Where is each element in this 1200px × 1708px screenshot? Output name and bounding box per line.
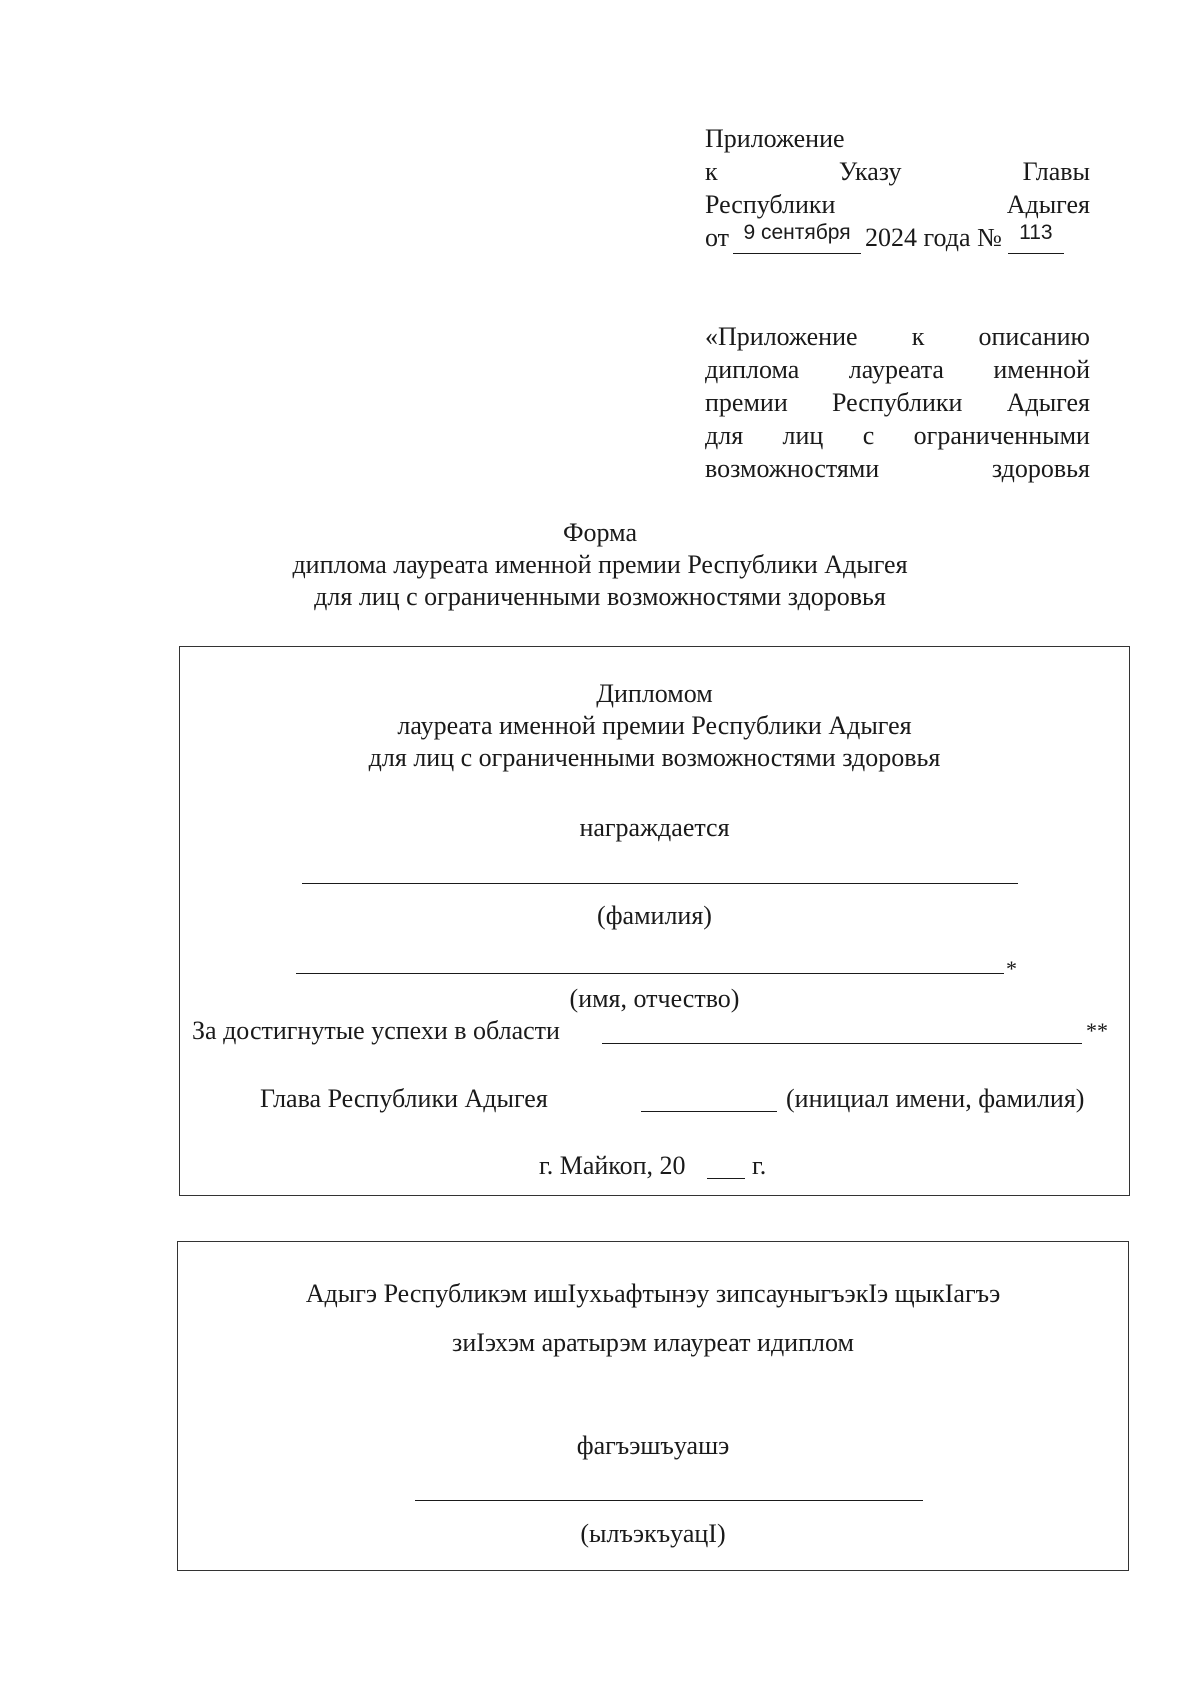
appendix-line-1: Приложение <box>705 124 845 153</box>
adyghe-surname-caption: (ылъэкъуацI) <box>580 1519 726 1548</box>
surname-line <box>302 883 1018 884</box>
surname-caption: (фамилия) <box>597 901 712 930</box>
appendix-line-4: от 9 сентября 2024 года № 113 <box>705 221 1090 254</box>
name-footnote-mark: * <box>1006 956 1017 981</box>
city-suffix: г. <box>752 1151 767 1180</box>
decree-date: 9 сентября <box>733 221 861 254</box>
appendix-header <box>705 122 1090 254</box>
appendix-line-3: Республики Адыгея <box>705 190 1090 219</box>
decree-number: 113 <box>1008 221 1064 254</box>
adyghe-title-line-2: зиIэхэм аратырэм илауреат идиплом <box>452 1328 854 1357</box>
annex-line-1: «Приложение к описанию <box>705 322 1090 351</box>
annex-line-2: диплома лауреата именной <box>705 355 1090 384</box>
diploma-form-adyghe <box>177 1241 1129 1571</box>
achievements-line <box>602 1043 1082 1044</box>
achievements-label: За достигнутые успехи в области <box>192 1016 560 1045</box>
signature-line <box>641 1111 777 1112</box>
annex-line-3: премии Республики Адыгея <box>705 388 1090 417</box>
name-line <box>296 973 1004 974</box>
adyghe-surname-line <box>415 1500 923 1501</box>
head-caption: (инициал имени, фамилия) <box>786 1084 1085 1113</box>
year-line <box>707 1178 745 1179</box>
awarded-text: награждается <box>579 813 730 842</box>
adyghe-title-line-1: Адыгэ Республикэм ишIухьафтынэу зипсауныгъэкIэ щыкIагъэ <box>305 1279 1001 1308</box>
diploma-title: Дипломом лауреата именной премии Республики Адыгея для лиц с ограниченными возможностями здоровья <box>368 679 941 772</box>
form-title: Форма диплома лауреата именной премии Республики Адыгея для лиц с ограниченными возможностями здоровья <box>292 518 908 611</box>
diploma-form-russian <box>179 646 1130 1196</box>
annex-line-5: возможностями здоровья <box>705 454 1090 483</box>
adyghe-awarded-text: фагъэшъуашэ <box>576 1431 730 1460</box>
city-prefix: г. Майкоп, 20 <box>539 1151 686 1180</box>
name-caption: (имя, отчество) <box>569 984 740 1013</box>
head-label: Глава Республики Адыгея <box>260 1084 548 1113</box>
achievements-footnote-mark: ** <box>1086 1018 1108 1043</box>
annex-line-4: для лиц с ограниченными <box>705 421 1090 450</box>
annex-reference <box>705 320 1090 485</box>
appendix-line-2: к Указу Главы <box>705 157 1090 186</box>
